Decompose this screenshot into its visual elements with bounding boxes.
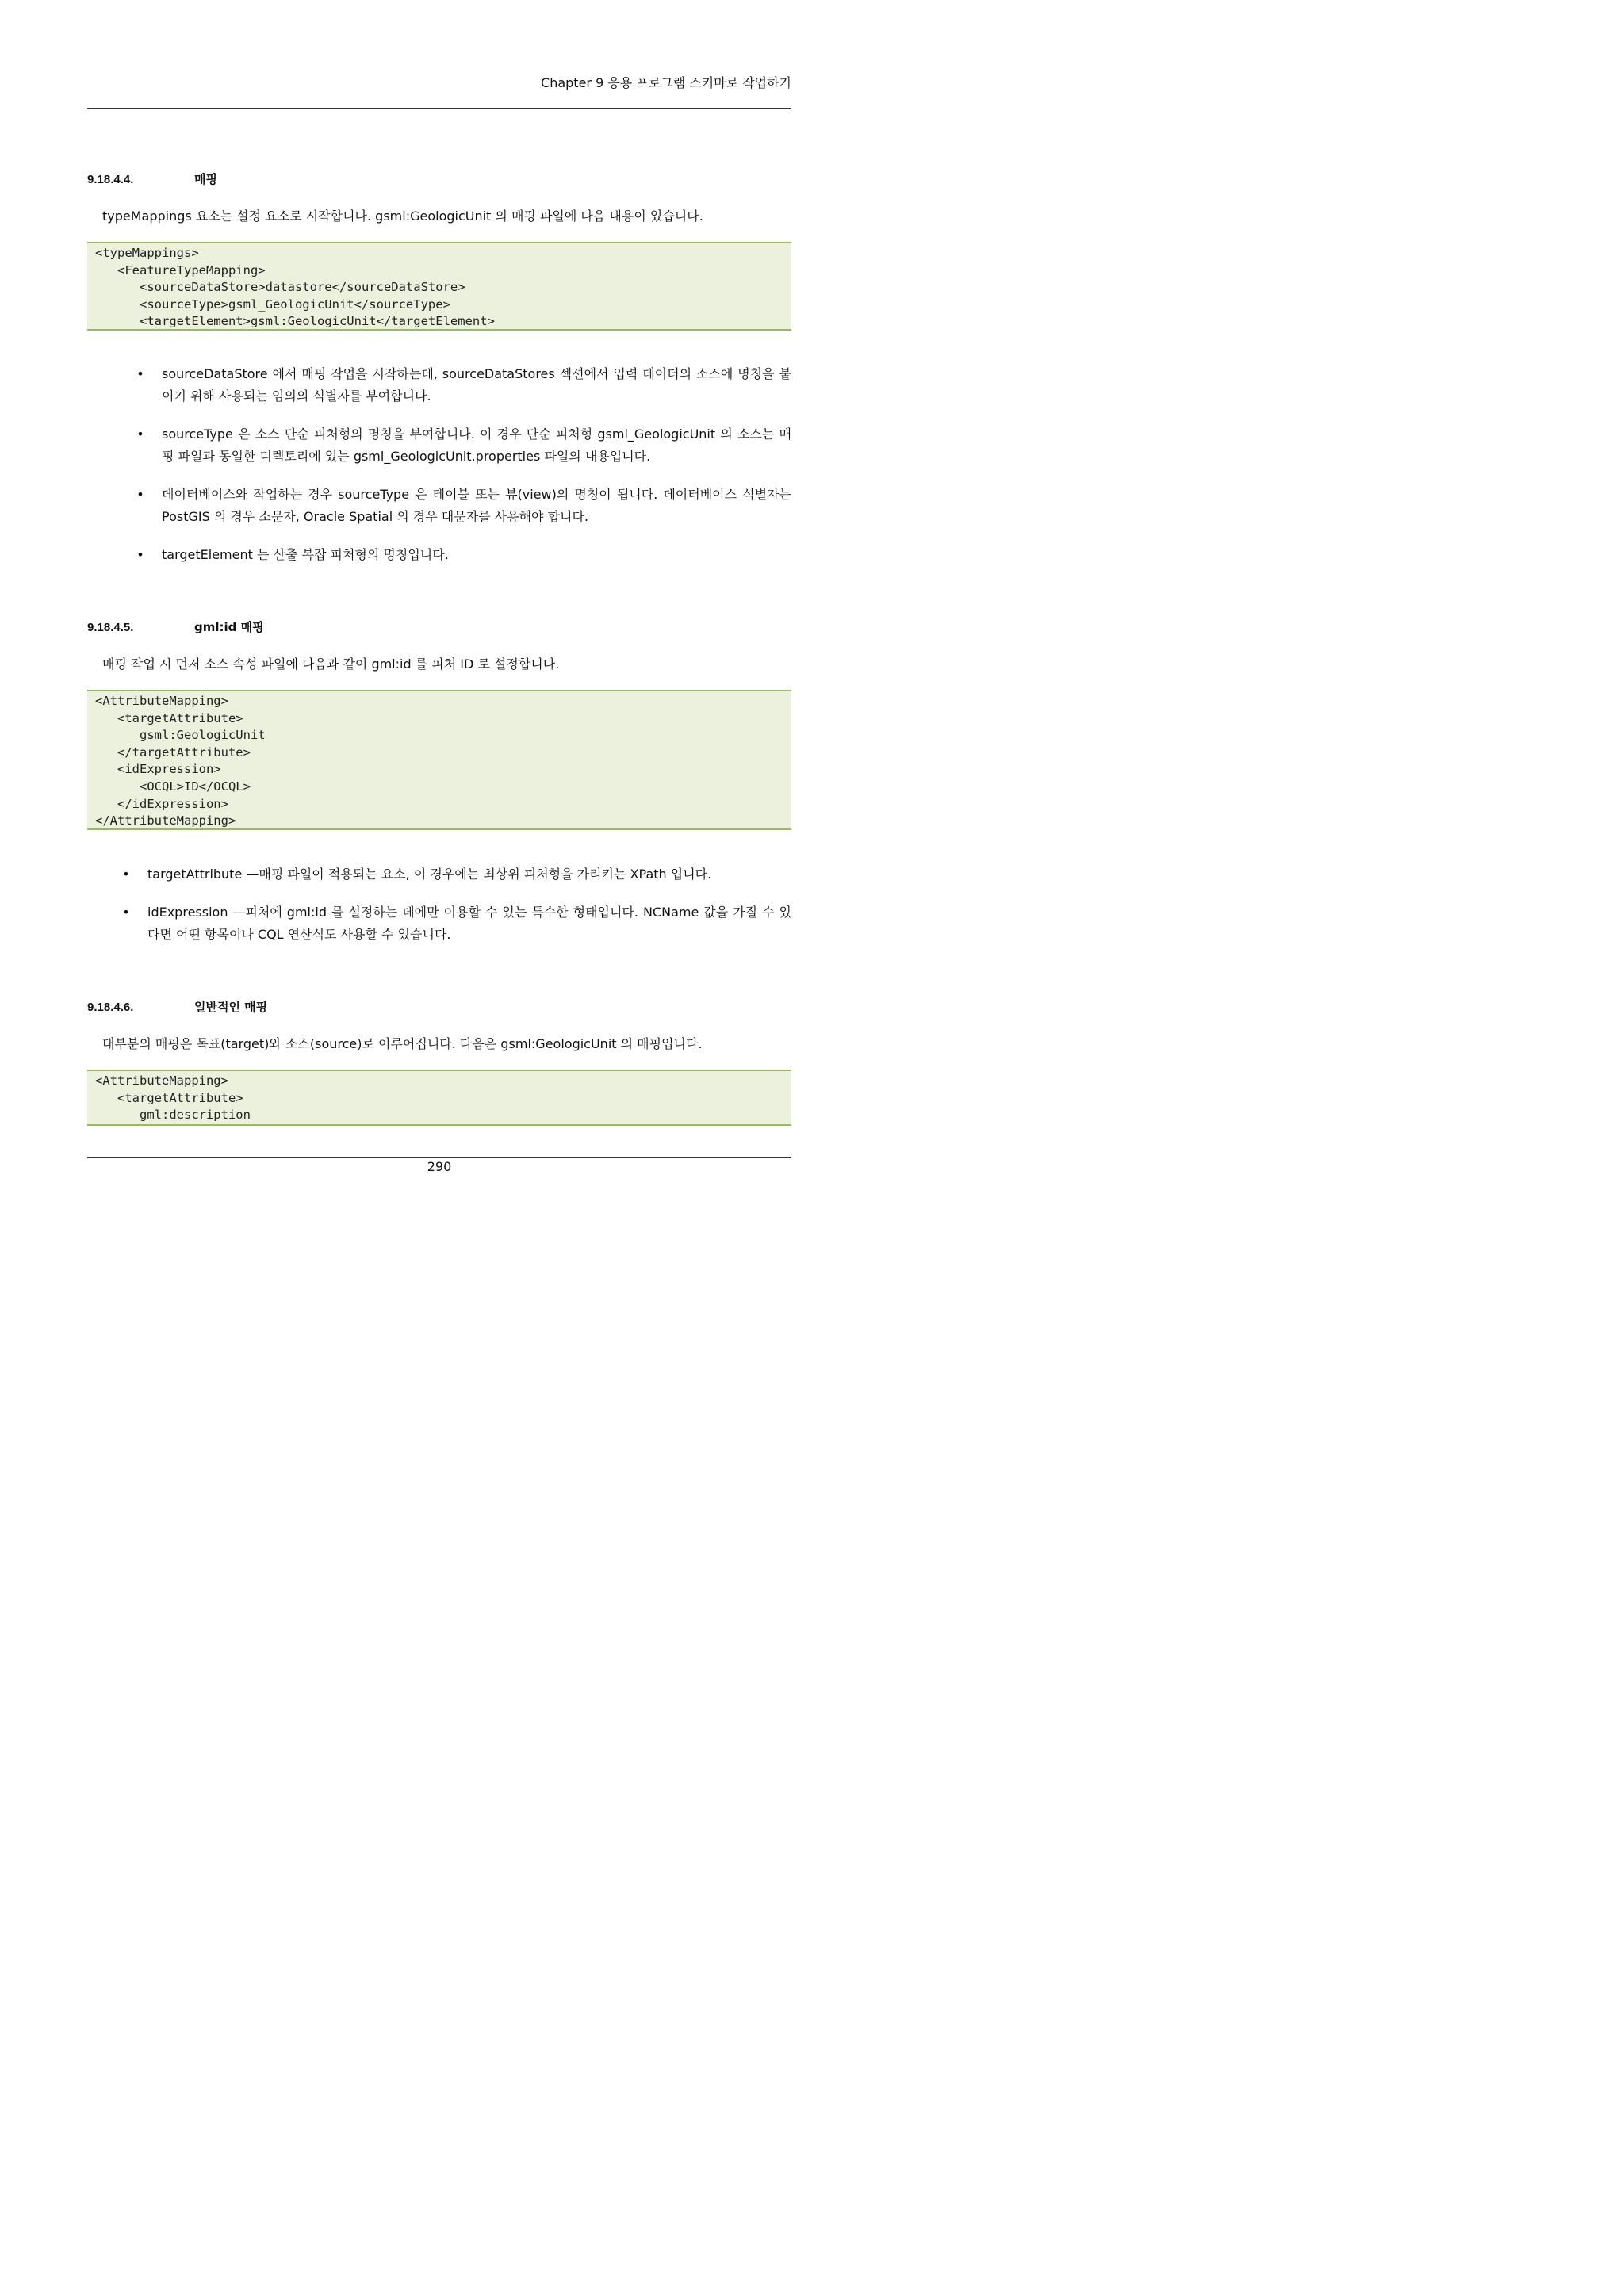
bullet-icon: •	[136, 427, 144, 442]
code-line: <FeatureTypeMapping>	[95, 262, 266, 277]
section-heading-9-18-4-6	[87, 998, 267, 1015]
section-number: 9.18.4.5.	[87, 621, 134, 634]
code-line: </idExpression>	[95, 796, 228, 811]
code-line: <sourceDataStore>datastore</sourceDataStore>	[95, 280, 465, 295]
bullet-icon: •	[136, 547, 144, 562]
list-item: • sourceType 은 소스 단순 피처형의 명칭을 부여합니다. 이 경우 단순 피처형 gsml_GeologicUnit 의 소스는 매핑 파일과 동일한 디렉토리에 있는 gsml_GeologicUnit.properties 파일의 내용입니다.	[132, 423, 791, 468]
code-block-id-mapping	[87, 690, 791, 830]
page-header: Chapter 9 응용 프로그램 스키마로 작업하기	[541, 75, 791, 90]
code-line: gsml:GeologicUnit	[95, 728, 266, 743]
list-item: • sourceDataStore 에서 매핑 작업을 시작하는데, sourceDataStores 섹션에서 입력 데이터의 소스에 명칭을 붙이기 위해 사용되는 임의의 식별자를 부여합니다.	[132, 363, 791, 408]
code-line: <OCQL>ID</OCQL>	[95, 779, 251, 794]
bullet-icon: •	[122, 867, 130, 882]
code-line: <sourceType>gsml_GeologicUnit</sourceType>	[95, 297, 450, 312]
code-block-type-mappings	[87, 242, 791, 331]
footer-divider	[87, 1157, 791, 1158]
section-intro: 매핑 작업 시 먼저 소스 속성 파일에 다음과 같이 gml:id 를 피처 ID 로 설정합니다.	[102, 656, 560, 672]
page-number: 290	[427, 1159, 452, 1174]
bullet-list-type-mappings	[132, 363, 791, 582]
code-line: <targetElement>gsml:GeologicUnit</targetElement>	[95, 314, 495, 329]
section-heading-9-18-4-4	[87, 170, 217, 187]
section-title: gml:id 매핑	[194, 620, 264, 634]
code-line: gml:description	[95, 1108, 251, 1123]
section-heading-9-18-4-5	[87, 618, 264, 635]
code-line: <AttributeMapping>	[95, 694, 228, 708]
code-line: <targetAttribute>	[95, 1090, 243, 1105]
code-line: <idExpression>	[95, 762, 221, 777]
code-line: <AttributeMapping>	[95, 1073, 228, 1088]
section-title: 일반적인 매핑	[194, 1000, 268, 1014]
code-line: </AttributeMapping>	[95, 813, 236, 828]
code-line: <targetAttribute>	[95, 710, 243, 725]
code-line: </targetAttribute>	[95, 744, 251, 760]
list-item: • idExpression —피처에 gml:id 를 설정하는 데에만 이용할 수 있는 특수한 형태입니다. NCName 값을 가질 수 있다면 어떤 항목이나 CQL 연산식도 사용할 수 있습니다.	[118, 901, 791, 946]
list-item: • targetElement 는 산출 복잡 피처형의 명칭입니다.	[132, 544, 791, 566]
section-number: 9.18.4.4.	[87, 173, 134, 186]
bullet-icon: •	[122, 905, 130, 920]
code-block-general-mapping	[87, 1070, 791, 1126]
bullet-icon: •	[136, 487, 144, 502]
section-number: 9.18.4.6.	[87, 1001, 134, 1014]
list-item: • targetAttribute —매핑 파일이 적용되는 요소, 이 경우에는 최상위 피처형을 가리키는 XPath 입니다.	[118, 863, 791, 886]
bullet-list-id-mapping	[118, 863, 791, 962]
bullet-icon: •	[136, 366, 144, 381]
header-divider	[87, 108, 791, 109]
section-title: 매핑	[194, 172, 217, 186]
section-intro: 대부분의 매핑은 목표(target)와 소스(source)로 이루어집니다. 다음은 gsml:GeologicUnit 의 매핑입니다.	[102, 1036, 703, 1051]
section-intro: typeMappings 요소는 설정 요소로 시작합니다. gsml:GeologicUnit 의 매핑 파일에 다음 내용이 있습니다.	[102, 209, 703, 224]
code-line: <typeMappings>	[95, 246, 199, 260]
list-item: • 데이터베이스와 작업하는 경우 sourceType 은 테이블 또는 뷰(view)의 명칭이 됩니다. 데이터베이스 식별자는 PostGIS 의 경우 소문자, Oracle Spatial 의 경우 대문자를 사용해야 합니다.	[132, 484, 791, 528]
